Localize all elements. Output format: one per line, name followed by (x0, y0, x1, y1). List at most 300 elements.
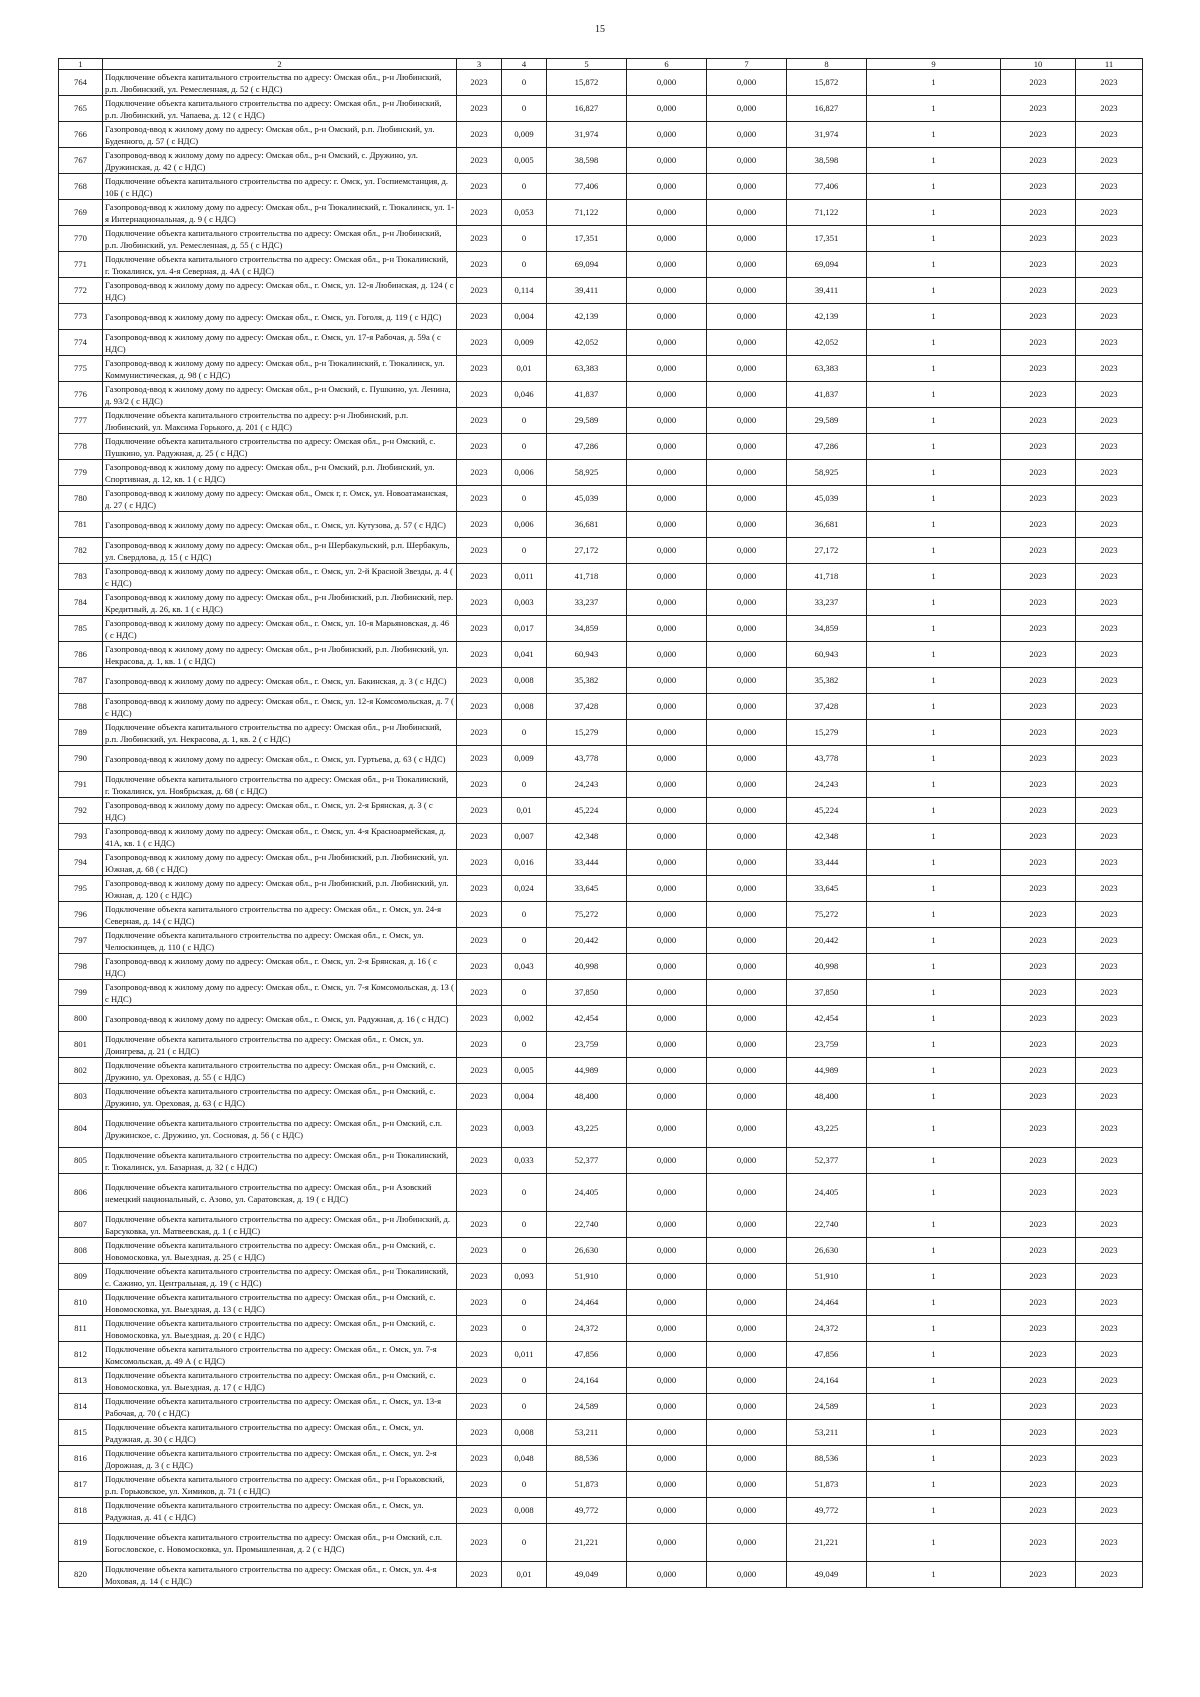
value-cell: 48,400 (787, 1084, 867, 1110)
value-cell: 0,000 (707, 1316, 787, 1342)
row-number-cell: 764 (59, 70, 103, 96)
description-cell: Подключение объекта капитального строительства по адресу: Омская обл., р-н Омский, с. Новомосковка, ул. Выездная, д. 25 ( с НДС) (103, 1238, 457, 1264)
value-cell: 0,000 (707, 1368, 787, 1394)
value-cell: 2023 (457, 590, 502, 616)
value-cell: 0 (502, 252, 547, 278)
value-cell: 1 (867, 1058, 1001, 1084)
value-cell: 41,718 (787, 564, 867, 590)
value-cell: 1 (867, 460, 1001, 486)
value-cell: 2023 (457, 278, 502, 304)
value-cell: 35,382 (547, 668, 627, 694)
value-cell: 2023 (457, 1368, 502, 1394)
value-cell: 0,000 (707, 486, 787, 512)
value-cell: 2023 (1001, 1524, 1076, 1562)
value-cell: 0,000 (707, 174, 787, 200)
value-cell: 0 (502, 434, 547, 460)
value-cell: 2023 (457, 460, 502, 486)
description-cell: Газопровод-ввод к жилому дому по адресу: Омская обл., г. Омск, ул. Бакинская, д. 3 ( с НДС) (103, 668, 457, 694)
value-cell: 2023 (457, 616, 502, 642)
value-cell: 0,000 (627, 382, 707, 408)
value-cell: 0,017 (502, 616, 547, 642)
value-cell: 0,000 (627, 1394, 707, 1420)
description-cell: Газопровод-ввод к жилому дому по адресу: Омская обл., р-н Любинский, р.п. Любинский, ул. Южная, д. 68 ( с НДС) (103, 850, 457, 876)
value-cell: 2023 (1001, 720, 1076, 746)
value-cell: 2023 (1076, 1174, 1143, 1212)
description-cell: Газопровод-ввод к жилому дому по адресу: Омская обл., г. Омск, ул. Радужная, д. 16 ( с НДС) (103, 1006, 457, 1032)
value-cell: 1 (867, 304, 1001, 330)
value-cell: 0,000 (707, 824, 787, 850)
row-number-cell: 807 (59, 1212, 103, 1238)
value-cell: 0,000 (707, 850, 787, 876)
row-number-cell: 784 (59, 590, 103, 616)
value-cell: 0 (502, 1212, 547, 1238)
value-cell: 0,000 (707, 954, 787, 980)
description-cell: Подключение объекта капитального строительства по адресу: Омская обл., г. Омск, ул. Доингрева, д. 21 ( с НДС) (103, 1032, 457, 1058)
row-number-cell: 788 (59, 694, 103, 720)
value-cell: 0 (502, 1032, 547, 1058)
description-cell: Подключение объекта капитального строительства по адресу: Омская обл., г. Омск, ул. 4-я Моховая, д. 14 ( с НДС) (103, 1562, 457, 1588)
value-cell: 0,000 (707, 1212, 787, 1238)
value-cell: 2023 (1001, 252, 1076, 278)
value-cell: 33,444 (547, 850, 627, 876)
value-cell: 71,122 (547, 200, 627, 226)
table-row (59, 616, 1143, 642)
value-cell: 2023 (1001, 70, 1076, 96)
description-cell: Газопровод-ввод к жилому дому по адресу: Омская обл., р-н Шербакульский, р.п. Шербакуль, ул. Свердлова, д. 15 ( с НДС) (103, 538, 457, 564)
value-cell: 1 (867, 1212, 1001, 1238)
value-cell: 37,850 (787, 980, 867, 1006)
value-cell: 40,998 (787, 954, 867, 980)
value-cell: 24,464 (787, 1290, 867, 1316)
value-cell: 0,000 (627, 876, 707, 902)
value-cell: 1 (867, 1472, 1001, 1498)
value-cell: 0,033 (502, 1148, 547, 1174)
row-number-cell: 773 (59, 304, 103, 330)
value-cell: 53,211 (547, 1420, 627, 1446)
value-cell: 15,279 (787, 720, 867, 746)
row-number-cell: 805 (59, 1148, 103, 1174)
value-cell: 2023 (1001, 408, 1076, 434)
value-cell: 2023 (1001, 902, 1076, 928)
value-cell: 0,000 (627, 616, 707, 642)
column-header: 2 (103, 59, 457, 70)
value-cell: 0,000 (627, 850, 707, 876)
value-cell: 16,827 (547, 96, 627, 122)
value-cell: 47,286 (547, 434, 627, 460)
value-cell: 0,000 (627, 200, 707, 226)
value-cell: 40,998 (547, 954, 627, 980)
value-cell: 0,000 (627, 148, 707, 174)
value-cell: 2023 (1076, 148, 1143, 174)
value-cell: 2023 (1076, 460, 1143, 486)
value-cell: 24,589 (787, 1394, 867, 1420)
value-cell: 0,000 (707, 434, 787, 460)
value-cell: 1 (867, 824, 1001, 850)
value-cell: 2023 (1001, 122, 1076, 148)
value-cell: 0 (502, 1238, 547, 1264)
description-cell: Газопровод-ввод к жилому дому по адресу: Омская обл., р-н Любинский, р.п. Любинский, пер. Кредитный, д. 26, кв. 1 ( с НДС) (103, 590, 457, 616)
description-cell: Подключение объекта капитального строительства по адресу: Омская обл., р-н Омский, с. Дружино, ул. Ореховая, д. 55 ( с НДС) (103, 1058, 457, 1084)
value-cell: 2023 (1001, 1110, 1076, 1148)
value-cell: 51,873 (547, 1472, 627, 1498)
value-cell: 2023 (1001, 590, 1076, 616)
value-cell: 2023 (1076, 746, 1143, 772)
value-cell: 0,000 (627, 460, 707, 486)
table-row (59, 1110, 1143, 1148)
value-cell: 0,000 (627, 954, 707, 980)
value-cell: 1 (867, 902, 1001, 928)
row-number-cell: 800 (59, 1006, 103, 1032)
row-number-cell: 811 (59, 1316, 103, 1342)
row-number-cell: 798 (59, 954, 103, 980)
value-cell: 45,039 (547, 486, 627, 512)
value-cell: 2023 (1076, 200, 1143, 226)
value-cell: 42,454 (547, 1006, 627, 1032)
row-number-cell: 817 (59, 1472, 103, 1498)
value-cell: 43,778 (787, 746, 867, 772)
value-cell: 53,211 (787, 1420, 867, 1446)
value-cell: 0,011 (502, 564, 547, 590)
value-cell: 20,442 (787, 928, 867, 954)
value-cell: 2023 (457, 512, 502, 538)
table-row (59, 486, 1143, 512)
table-row (59, 148, 1143, 174)
value-cell: 1 (867, 148, 1001, 174)
value-cell: 0,002 (502, 1006, 547, 1032)
description-cell: Подключение объекта капитального строительства по адресу: Омская обл., р-н Любинский, р.п. Любинский, ул. Ремесленная, д. 52 ( с НДС) (103, 70, 457, 96)
value-cell: 24,164 (787, 1368, 867, 1394)
row-number-cell: 804 (59, 1110, 103, 1148)
value-cell: 2023 (1076, 96, 1143, 122)
value-cell: 75,272 (787, 902, 867, 928)
value-cell: 0 (502, 772, 547, 798)
row-number-cell: 806 (59, 1174, 103, 1212)
table-row (59, 356, 1143, 382)
table-row (59, 928, 1143, 954)
value-cell: 2023 (1001, 226, 1076, 252)
value-cell: 63,383 (547, 356, 627, 382)
value-cell: 1 (867, 330, 1001, 356)
value-cell: 2023 (1076, 226, 1143, 252)
value-cell: 1 (867, 278, 1001, 304)
row-number-cell: 769 (59, 200, 103, 226)
value-cell: 0,009 (502, 122, 547, 148)
value-cell: 0,000 (627, 96, 707, 122)
value-cell: 2023 (1001, 928, 1076, 954)
value-cell: 2023 (457, 1264, 502, 1290)
column-header: 10 (1001, 59, 1076, 70)
value-cell: 1 (867, 1562, 1001, 1588)
value-cell: 36,681 (787, 512, 867, 538)
value-cell: 0,000 (627, 928, 707, 954)
value-cell: 33,237 (787, 590, 867, 616)
value-cell: 23,759 (787, 1032, 867, 1058)
value-cell: 0,024 (502, 876, 547, 902)
value-cell: 2023 (457, 1342, 502, 1368)
value-cell: 2023 (1001, 798, 1076, 824)
table-row (59, 460, 1143, 486)
value-cell: 2023 (1001, 876, 1076, 902)
table-row (59, 1498, 1143, 1524)
value-cell: 1 (867, 798, 1001, 824)
value-cell: 2023 (1076, 122, 1143, 148)
value-cell: 26,630 (547, 1238, 627, 1264)
value-cell: 24,164 (547, 1368, 627, 1394)
value-cell: 0,000 (707, 1524, 787, 1562)
value-cell: 0,006 (502, 512, 547, 538)
value-cell: 60,943 (787, 642, 867, 668)
value-cell: 51,910 (787, 1264, 867, 1290)
description-cell: Газопровод-ввод к жилому дому по адресу: Омская обл., г. Омск, ул. 12-я Любинская, д. 124 ( с НДС) (103, 278, 457, 304)
description-cell: Подключение объекта капитального строительства по адресу: Омская обл., р-н Омский, с.п. Дружинское, с. Дружино, ул. Сосновая, д. 56 ( с НДС) (103, 1110, 457, 1148)
value-cell: 1 (867, 1032, 1001, 1058)
description-cell: Подключение объекта капитального строительства по адресу: Омская обл., р-н Тюкалинский, г. Тюкалинск, ул. Ноябрьская, д. 68 ( с НДС) (103, 772, 457, 798)
value-cell: 2023 (457, 434, 502, 460)
value-cell: 0,000 (707, 1110, 787, 1148)
value-cell: 0,000 (707, 1562, 787, 1588)
value-cell: 2023 (1076, 538, 1143, 564)
value-cell: 2023 (457, 486, 502, 512)
value-cell: 47,856 (547, 1342, 627, 1368)
value-cell: 0 (502, 1174, 547, 1212)
value-cell: 41,837 (547, 382, 627, 408)
table-row (59, 122, 1143, 148)
value-cell: 0,000 (707, 876, 787, 902)
value-cell: 2023 (457, 1472, 502, 1498)
value-cell: 2023 (1076, 616, 1143, 642)
value-cell: 47,856 (787, 1342, 867, 1368)
value-cell: 2023 (457, 772, 502, 798)
value-cell: 0,043 (502, 954, 547, 980)
value-cell: 2023 (1076, 1084, 1143, 1110)
row-number-cell: 766 (59, 122, 103, 148)
description-cell: Подключение объекта капитального строительства по адресу: Омская обл., г. Омск, ул. 2-я Дорожная, д. 3 ( с НДС) (103, 1446, 457, 1472)
value-cell: 2023 (1001, 1498, 1076, 1524)
value-cell: 43,778 (547, 746, 627, 772)
value-cell: 0,053 (502, 200, 547, 226)
table-row (59, 1420, 1143, 1446)
value-cell: 0,000 (707, 928, 787, 954)
value-cell: 49,772 (547, 1498, 627, 1524)
value-cell: 1 (867, 1148, 1001, 1174)
value-cell: 1 (867, 642, 1001, 668)
description-cell: Газопровод-ввод к жилому дому по адресу: Омская обл., г. Омск, ул. 12-я Комсомольская, д. 7 ( с НДС) (103, 694, 457, 720)
description-cell: Подключение объекта капитального строительства по адресу: г. Омск, ул. Госпиемстанция, д. 10Б ( с НДС) (103, 174, 457, 200)
value-cell: 2023 (457, 928, 502, 954)
value-cell: 2023 (1001, 174, 1076, 200)
value-cell: 0,114 (502, 278, 547, 304)
value-cell: 2023 (457, 356, 502, 382)
value-cell: 0 (502, 1524, 547, 1562)
row-number-cell: 819 (59, 1524, 103, 1562)
value-cell: 88,536 (787, 1446, 867, 1472)
value-cell: 45,224 (547, 798, 627, 824)
value-cell: 1 (867, 876, 1001, 902)
value-cell: 2023 (457, 408, 502, 434)
value-cell: 38,598 (787, 148, 867, 174)
value-cell: 58,925 (547, 460, 627, 486)
value-cell: 0,000 (707, 902, 787, 928)
value-cell: 17,351 (787, 226, 867, 252)
value-cell: 2023 (1001, 850, 1076, 876)
value-cell: 0,046 (502, 382, 547, 408)
value-cell: 2023 (457, 330, 502, 356)
value-cell: 0,000 (627, 512, 707, 538)
value-cell: 35,382 (787, 668, 867, 694)
value-cell: 0 (502, 902, 547, 928)
value-cell: 2023 (457, 1032, 502, 1058)
value-cell: 2023 (1076, 1342, 1143, 1368)
value-cell: 0,000 (707, 512, 787, 538)
table-row (59, 1148, 1143, 1174)
value-cell: 15,872 (787, 70, 867, 96)
value-cell: 0,005 (502, 148, 547, 174)
value-cell: 0,000 (627, 278, 707, 304)
value-cell: 0,000 (627, 1148, 707, 1174)
value-cell: 0,008 (502, 668, 547, 694)
value-cell: 2023 (1076, 1212, 1143, 1238)
value-cell: 0,000 (627, 564, 707, 590)
value-cell: 0,000 (627, 1264, 707, 1290)
table-row (59, 512, 1143, 538)
row-number-cell: 797 (59, 928, 103, 954)
value-cell: 2023 (1001, 460, 1076, 486)
value-cell: 1 (867, 1290, 1001, 1316)
value-cell: 0,009 (502, 746, 547, 772)
value-cell: 1 (867, 772, 1001, 798)
column-header: 8 (787, 59, 867, 70)
value-cell: 2023 (1001, 486, 1076, 512)
value-cell: 2023 (1076, 512, 1143, 538)
row-number-cell: 776 (59, 382, 103, 408)
value-cell: 0 (502, 486, 547, 512)
value-cell: 2023 (457, 122, 502, 148)
row-number-cell: 781 (59, 512, 103, 538)
value-cell: 2023 (1076, 330, 1143, 356)
value-cell: 42,139 (787, 304, 867, 330)
value-cell: 2023 (1076, 1498, 1143, 1524)
value-cell: 0 (502, 1290, 547, 1316)
description-cell: Газопровод-ввод к жилому дому по адресу: Омская обл., г. Омск, ул. Гуртьева, д. 63 ( с НДС) (103, 746, 457, 772)
value-cell: 2023 (1076, 1524, 1143, 1562)
value-cell: 0,000 (707, 278, 787, 304)
column-header-row (59, 59, 1143, 70)
value-cell: 0 (502, 1394, 547, 1420)
value-cell: 0,000 (707, 772, 787, 798)
value-cell: 0,000 (627, 1524, 707, 1562)
value-cell: 43,225 (547, 1110, 627, 1148)
description-cell: Газопровод-ввод к жилому дому по адресу: Омская обл., г. Омск, ул. 2-я Брянская, д. 3 ( с НДС) (103, 798, 457, 824)
value-cell: 2023 (1076, 1148, 1143, 1174)
value-cell: 2023 (1001, 1420, 1076, 1446)
description-cell: Подключение объекта капитального строительства по адресу: Омская обл., р-н Любинский, д. Барсуковка, ул. Матвеевская, д. 1 ( с НДС) (103, 1212, 457, 1238)
value-cell: 27,172 (787, 538, 867, 564)
value-cell: 42,052 (547, 330, 627, 356)
row-number-cell: 770 (59, 226, 103, 252)
value-cell: 0,000 (627, 226, 707, 252)
value-cell: 1 (867, 1174, 1001, 1212)
value-cell: 0,000 (707, 980, 787, 1006)
value-cell: 2023 (1001, 278, 1076, 304)
value-cell: 2023 (1076, 1368, 1143, 1394)
value-cell: 2023 (457, 824, 502, 850)
value-cell: 2023 (1001, 1342, 1076, 1368)
value-cell: 51,873 (787, 1472, 867, 1498)
value-cell: 2023 (457, 902, 502, 928)
value-cell: 2023 (1076, 772, 1143, 798)
description-cell: Подключение объекта капитального строительства по адресу: Омская обл., г. Омск, ул. 7-я Комсомольская, д. 49 А ( с НДС) (103, 1342, 457, 1368)
row-number-cell: 792 (59, 798, 103, 824)
value-cell: 0,000 (627, 122, 707, 148)
value-cell: 2023 (457, 226, 502, 252)
row-number-cell: 813 (59, 1368, 103, 1394)
column-header: 6 (627, 59, 707, 70)
value-cell: 2023 (1076, 252, 1143, 278)
value-cell: 0,000 (627, 1174, 707, 1212)
value-cell: 0,003 (502, 1110, 547, 1148)
table-row (59, 590, 1143, 616)
value-cell: 0,000 (707, 1148, 787, 1174)
table-row (59, 252, 1143, 278)
value-cell: 0,000 (627, 70, 707, 96)
value-cell: 0,000 (707, 642, 787, 668)
value-cell: 22,740 (547, 1212, 627, 1238)
value-cell: 0,000 (707, 70, 787, 96)
value-cell: 49,049 (787, 1562, 867, 1588)
description-cell: Газопровод-ввод к жилому дому по адресу: Омская обл., р-н Тюкалинский, г. Тюкалинск, ул. Коммунистическая, д. 98 ( с НДС) (103, 356, 457, 382)
value-cell: 39,411 (547, 278, 627, 304)
value-cell: 2023 (1076, 356, 1143, 382)
table-body (59, 70, 1143, 1588)
description-cell: Газопровод-ввод к жилому дому по адресу: Омская обл., г. Омск, ул. 2-я Брянская, д. 16 ( с НДС) (103, 954, 457, 980)
description-cell: Газопровод-ввод к жилому дому по адресу: Омская обл., р-н Любинский, р.п. Любинский, ул. Некрасова, д. 1, кв. 1 ( с НДС) (103, 642, 457, 668)
value-cell: 0,000 (627, 694, 707, 720)
value-cell: 2023 (1001, 1058, 1076, 1084)
value-cell: 0 (502, 720, 547, 746)
value-cell: 24,405 (787, 1174, 867, 1212)
table-row (59, 668, 1143, 694)
row-number-cell: 779 (59, 460, 103, 486)
description-cell: Подключение объекта капитального строительства по адресу: Омская обл., г. Омск, ул. Радужная, д. 41 ( с НДС) (103, 1498, 457, 1524)
value-cell: 75,272 (547, 902, 627, 928)
value-cell: 0 (502, 226, 547, 252)
value-cell: 2023 (457, 954, 502, 980)
value-cell: 51,910 (547, 1264, 627, 1290)
value-cell: 2023 (1001, 1212, 1076, 1238)
value-cell: 0,000 (707, 694, 787, 720)
value-cell: 1 (867, 1342, 1001, 1368)
value-cell: 0,000 (707, 408, 787, 434)
value-cell: 41,718 (547, 564, 627, 590)
row-number-cell: 801 (59, 1032, 103, 1058)
value-cell: 2023 (457, 798, 502, 824)
value-cell: 1 (867, 382, 1001, 408)
row-number-cell: 815 (59, 1420, 103, 1446)
value-cell: 0,000 (627, 772, 707, 798)
value-cell: 2023 (457, 564, 502, 590)
value-cell: 17,351 (547, 226, 627, 252)
value-cell: 0,000 (627, 1316, 707, 1342)
value-cell: 0,008 (502, 694, 547, 720)
value-cell: 2023 (1001, 980, 1076, 1006)
value-cell: 21,221 (787, 1524, 867, 1562)
value-cell: 2023 (1001, 538, 1076, 564)
value-cell: 0,008 (502, 1420, 547, 1446)
column-header: 4 (502, 59, 547, 70)
value-cell: 2023 (1001, 694, 1076, 720)
row-number-cell: 790 (59, 746, 103, 772)
description-cell: Газопровод-ввод к жилому дому по адресу: Омская обл., г. Омск, ул. 7-я Комсомольская, д. 13 ( с НДС) (103, 980, 457, 1006)
